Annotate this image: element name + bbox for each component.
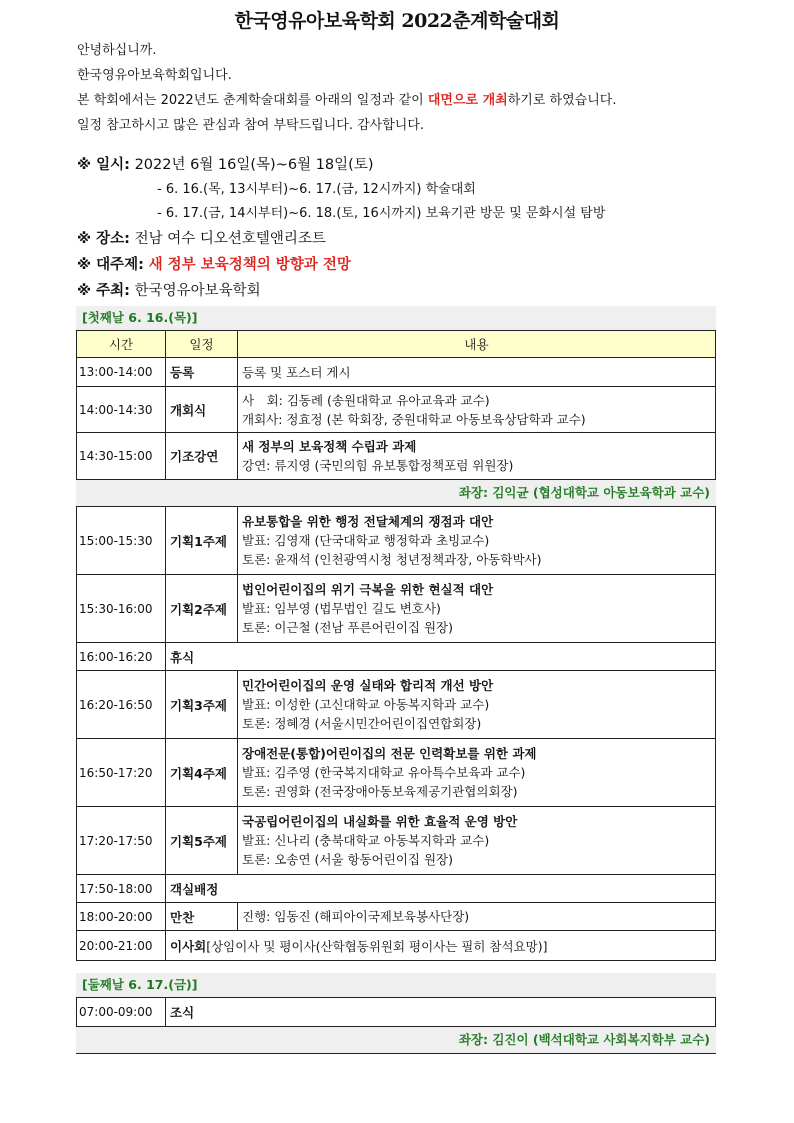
row-event: 개회식 xyxy=(166,387,238,433)
info-date-sub: - 6. 17.(금, 14시부터)~6. 18.(토, 16시까지) 보육기관 방문 및 문화시설 탐방 xyxy=(157,206,606,221)
row-event: 등록 xyxy=(166,358,238,387)
content-title: 법인어린이집의 위기 극복을 위한 현실적 대안 xyxy=(242,582,494,597)
row-time: 17:20-17:50 xyxy=(77,807,166,875)
day1-table-b xyxy=(76,506,716,961)
content-title: 유보통합을 위한 행정 전달체계의 쟁점과 대안 xyxy=(242,514,494,529)
info-theme xyxy=(77,252,737,278)
row-content xyxy=(238,807,716,875)
info-theme-value: 새 정부 보육정책의 방향과 전망 xyxy=(148,257,351,273)
intro-line-announcement xyxy=(77,88,727,113)
table-row xyxy=(77,643,716,671)
row-event-note xyxy=(166,931,716,961)
content-line: 강연: 류지영 (국민의힘 유보통합정책포럼 위원장) xyxy=(242,458,514,473)
content-line: 발표: 임부영 (법무법인 길도 변호사) xyxy=(242,601,441,616)
day2-schedule xyxy=(76,973,716,1054)
content-line: 토론: 정혜경 (서울시민간어린이집연합회장) xyxy=(242,716,482,731)
table-row xyxy=(77,739,716,807)
row-event: 기획4주제 xyxy=(166,739,238,807)
content-line: 토론: 오송연 (서울 항동어린이집 원장) xyxy=(242,852,453,867)
header-time: 시간 xyxy=(77,331,166,358)
row-event: 조식 xyxy=(166,998,716,1027)
row-content xyxy=(238,671,716,739)
row-time: 17:50-18:00 xyxy=(77,875,166,903)
content-line: 개회사: 정효정 (본 학회장, 중원대학교 아동보육상담학과 교수) xyxy=(242,411,586,427)
row-time: 13:00-14:00 xyxy=(77,358,166,387)
info-theme-label: ※ 대주제: xyxy=(77,257,144,273)
intro-text-after: 하기로 하였습니다. xyxy=(507,93,617,108)
row-content xyxy=(238,433,716,480)
content-line: 발표: 이성한 (고신대학교 아동복지학과 교수) xyxy=(242,697,490,712)
content-line: 발표: 김영재 (단국대학교 행정학과 초빙교수) xyxy=(242,533,490,548)
info-place xyxy=(77,226,737,252)
row-event: 만찬 xyxy=(166,903,238,931)
row-content xyxy=(238,507,716,575)
row-event: 기획2주제 xyxy=(166,575,238,643)
content-line: 등록 및 포스터 게시 xyxy=(242,364,351,380)
row-event: 객실배정 xyxy=(166,875,716,903)
intro-text xyxy=(77,38,727,138)
info-date-sub: - 6. 16.(목, 13시부터)~6. 17.(금, 12시까지) 학술대회 xyxy=(157,182,476,197)
content-line: 발표: 신나리 (충북대학교 아동복지학과 교수) xyxy=(242,833,490,848)
header-event: 일정 xyxy=(166,331,238,358)
table-header-row xyxy=(77,331,716,358)
day2-table xyxy=(76,997,716,1027)
intro-line: 안녕하십니까. xyxy=(77,43,157,58)
row-time: 16:50-17:20 xyxy=(77,739,166,807)
content-line: 토론: 윤재석 (인천광역시청 청년정책과장, 아동학박사) xyxy=(242,552,542,567)
content-line: 발표: 김주영 (한국복지대학교 유아특수보육과 교수) xyxy=(242,765,526,780)
row-event: 기조강연 xyxy=(166,433,238,480)
content-line: 토론: 권영화 (전국장애아동보육제공기관협의회장) xyxy=(242,784,518,799)
content-line: 진행: 임동진 (해피아이국제보육봉사단장) xyxy=(242,909,470,924)
day1-table-a xyxy=(76,330,716,480)
intro-line: 일정 참고하시고 많은 관심과 참여 부탁드립니다. 감사합니다. xyxy=(77,118,425,133)
table-row xyxy=(77,433,716,480)
row-time: 15:30-16:00 xyxy=(77,575,166,643)
table-row xyxy=(77,875,716,903)
row-event: 기획3주제 xyxy=(166,671,238,739)
table-row xyxy=(77,387,716,433)
info-place-value: 전남 여수 디오션호텔앤리조트 xyxy=(134,231,326,247)
table-row xyxy=(77,575,716,643)
content-line: 사 회: 김동례 (송원대학교 유아교육과 교수) xyxy=(242,392,490,408)
row-time: 14:30-15:00 xyxy=(77,433,166,480)
table-row xyxy=(77,358,716,387)
info-host-label: ※ 주최: xyxy=(77,283,130,299)
row-time: 07:00-09:00 xyxy=(77,998,166,1027)
day1-heading: [첫째날 6. 16.(목)] xyxy=(76,306,716,330)
info-date-label: ※ 일시: xyxy=(77,157,130,173)
row-time: 18:00-20:00 xyxy=(77,903,166,931)
content-title: 새 정부의 보육정책 수립과 과제 xyxy=(242,439,417,454)
row-event: 기획5주제 xyxy=(166,807,238,875)
chair-label: 좌장: 김진이 (백석대학교 사회복지학부 교수) xyxy=(76,1027,716,1054)
header-content: 내용 xyxy=(238,331,716,358)
day1-schedule xyxy=(76,306,716,961)
day2-heading: [둘째날 6. 17.(금)] xyxy=(76,973,716,997)
content-line: 토론: 이근철 (전남 푸른어린이집 원장) xyxy=(242,620,453,635)
content-title: 민간어린이집의 운영 실태와 합리적 개선 방안 xyxy=(242,678,494,693)
row-content xyxy=(238,739,716,807)
intro-text-before: 본 학회에서는 2022년도 춘계학술대회를 아래의 일정과 같이 xyxy=(77,93,428,108)
intro-highlight: 대면으로 개최 xyxy=(427,93,508,108)
info-host-value: 한국영유아보육학회 xyxy=(134,283,261,299)
row-event: 휴식 xyxy=(166,643,716,671)
document-title: 한국영유아보육학회 2022춘계학술대회 xyxy=(234,10,560,32)
table-row xyxy=(77,807,716,875)
content-title: 국공립어린이집의 내실화를 위한 효율적 운영 방안 xyxy=(242,814,518,829)
table-row xyxy=(77,671,716,739)
row-time: 16:00-16:20 xyxy=(77,643,166,671)
row-content xyxy=(238,387,716,433)
row-content xyxy=(238,358,716,387)
table-row xyxy=(77,903,716,931)
content-title: 장애전문(통합)어린이집의 전문 인력확보를 위한 과제 xyxy=(242,746,537,761)
row-time: 20:00-21:00 xyxy=(77,931,166,961)
row-time: 15:00-15:30 xyxy=(77,507,166,575)
event-info xyxy=(77,152,737,304)
info-place-label: ※ 장소: xyxy=(77,231,130,247)
info-host xyxy=(77,278,737,304)
table-row xyxy=(77,931,716,961)
chair-label: 좌장: 김익균 (협성대학교 아동보육학과 교수) xyxy=(76,480,716,506)
info-date-value: 2022년 6월 16일(목)~6월 18일(토) xyxy=(134,157,374,173)
row-event: 이사회 xyxy=(170,938,207,954)
info-date xyxy=(77,152,737,178)
row-note: [상임이사 및 평이사(산학협동위원회 평이사는 필히 참석요망)] xyxy=(206,938,548,954)
row-time: 14:00-14:30 xyxy=(77,387,166,433)
table-row xyxy=(77,998,716,1027)
row-event: 기획1주제 xyxy=(166,507,238,575)
row-content xyxy=(238,575,716,643)
intro-line: 한국영유아보육학회입니다. xyxy=(77,68,232,83)
row-time: 16:20-16:50 xyxy=(77,671,166,739)
row-content xyxy=(238,903,716,931)
table-row xyxy=(77,507,716,575)
